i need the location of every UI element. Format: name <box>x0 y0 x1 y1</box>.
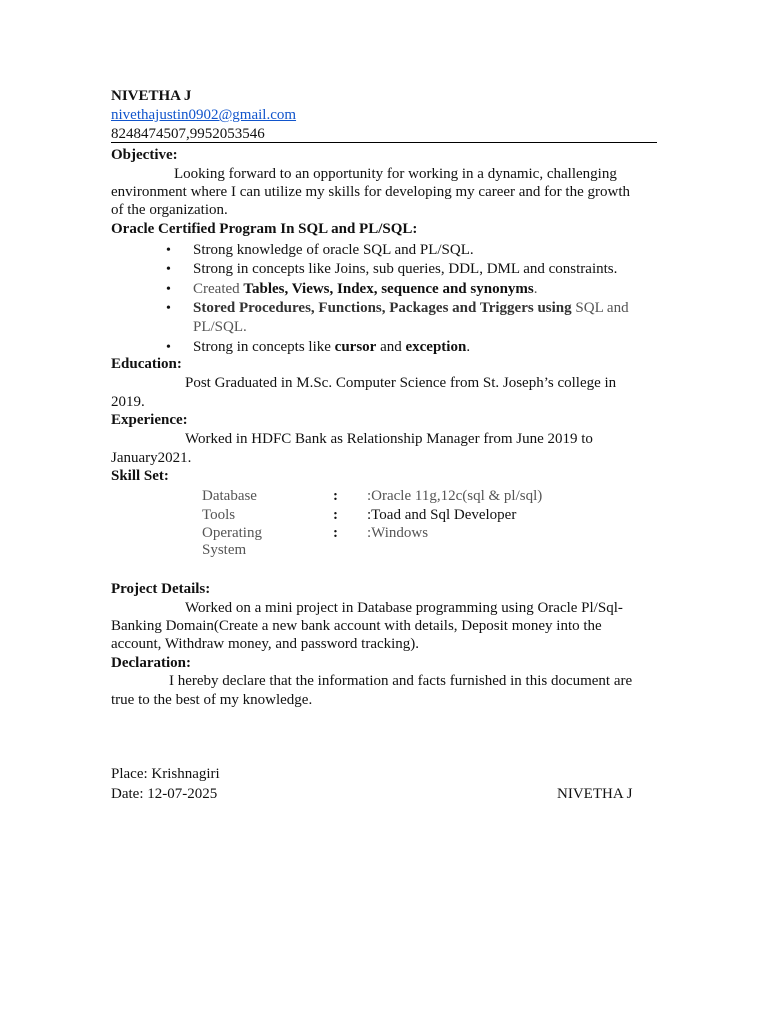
experience-heading: Experience: <box>111 412 188 428</box>
experience-line1: Worked in HDFC Bank as Relationship Manager from June 2019 to <box>185 431 593 447</box>
bullet-icon: • <box>166 282 171 297</box>
bullet-icon: • <box>166 262 171 277</box>
project-line2: Banking Domain(Create a new bank account with details, Deposit money into the <box>111 618 602 634</box>
declaration-heading: Declaration: <box>111 655 191 671</box>
education-heading: Education: <box>111 356 182 372</box>
skill-label-tools: Tools <box>202 507 236 523</box>
bullet-icon: • <box>166 301 171 316</box>
education-line2: 2019. <box>111 394 145 410</box>
candidate-name: NIVETHA J <box>111 88 192 104</box>
skill-value-os: :Windows <box>367 525 429 541</box>
bullet-icon: • <box>166 340 171 355</box>
project-heading: Project Details: <box>111 581 211 597</box>
header-divider <box>111 142 657 143</box>
objective-text-line2: environment where I can utilize my skills for developing my career and for the growth <box>111 184 630 200</box>
date-line: Date: 12-07-2025 <box>111 786 218 802</box>
signature-name: NIVETHA J <box>557 786 633 802</box>
oracle-heading: Oracle Certified Program In SQL and PL/SQL: <box>111 221 418 237</box>
objective-heading: Objective: <box>111 147 178 163</box>
experience-line2: January2021. <box>111 450 192 466</box>
skill-label-database: Database <box>202 488 257 504</box>
declaration-line1: I hereby declare that the information and facts furnished in this document are <box>169 673 633 689</box>
skill-separator: : <box>333 488 338 504</box>
objective-text-line3: of the organization. <box>111 202 228 218</box>
skill-bullet-2: Strong in concepts like Joins, sub queries, DDL, DML and constraints. <box>193 261 618 277</box>
skill-bullet-4: Stored Procedures, Functions, Packages and Triggers using SQL and <box>193 300 629 316</box>
skill-value-database: :Oracle 11g,12c(sql & pl/sql) <box>367 488 543 504</box>
objective-text-line1: Looking forward to an opportunity for working in a dynamic, challenging <box>174 166 617 182</box>
skill-bullet-3: Created Tables, Views, Index, sequence and synonyms. <box>193 281 538 297</box>
skill-value-tools: :Toad and Sql Developer <box>367 507 517 523</box>
skill-separator: : <box>333 507 338 523</box>
education-line1: Post Graduated in M.Sc. Computer Science from St. Joseph’s college in <box>185 375 617 391</box>
skill-separator: : <box>333 525 338 541</box>
place-line: Place: Krishnagiri <box>111 766 220 782</box>
skill-label-os: Operating <box>202 525 262 541</box>
skill-label-os-line2: System <box>202 542 247 558</box>
email-link[interactable]: nivethajustin0902@gmail.com <box>111 107 297 123</box>
skill-bullet-4-continued: PL/SQL. <box>193 319 247 335</box>
phone-numbers: 8248474507,9952053546 <box>111 126 265 142</box>
skillset-heading: Skill Set: <box>111 468 169 484</box>
project-line3: account, Withdraw money, and password tracking). <box>111 636 420 652</box>
bullet-icon: • <box>166 243 171 258</box>
skill-bullet-5: Strong in concepts like cursor and exception. <box>193 339 471 355</box>
declaration-line2: true to the best of my knowledge. <box>111 692 313 708</box>
skill-bullet-1: Strong knowledge of oracle SQL and PL/SQL. <box>193 242 474 258</box>
project-line1: Worked on a mini project in Database programming using Oracle Pl/Sql- <box>185 600 623 616</box>
